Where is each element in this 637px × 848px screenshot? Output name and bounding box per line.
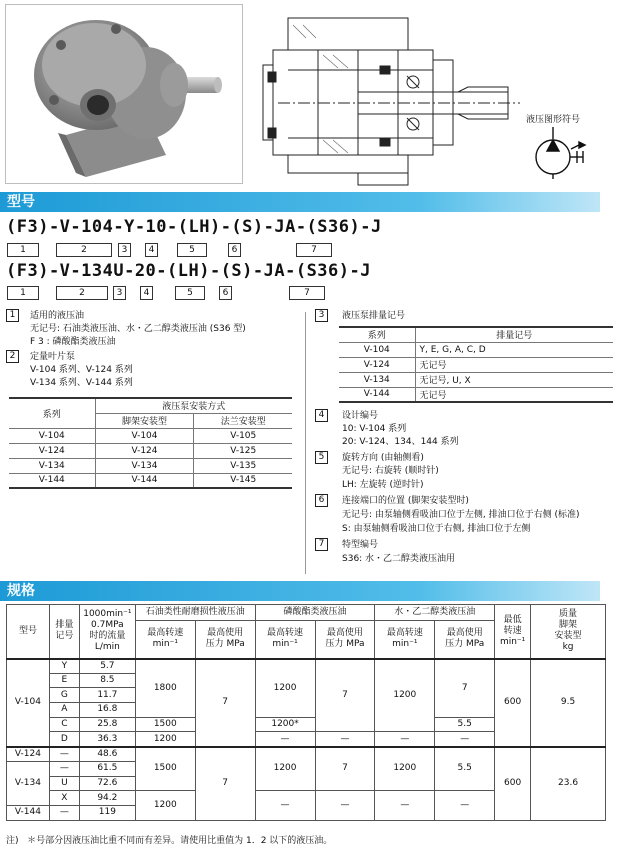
item-number-2: 2 xyxy=(6,350,19,363)
dash-cell: — xyxy=(255,791,315,820)
pump-photo xyxy=(5,4,243,184)
dash-cell: — xyxy=(315,791,375,820)
table-cell: V-104 xyxy=(95,428,194,443)
header-max-pressure: 最高使用 压力 MPa xyxy=(195,621,255,659)
code1-box-3: 3 xyxy=(118,243,131,257)
value-cell: 1500 xyxy=(135,717,195,732)
code-cell: E xyxy=(49,673,79,688)
model-cell: V-134 xyxy=(7,761,50,805)
mount-header-group: 液压泵安装方式 xyxy=(95,398,292,413)
dash-cell: — xyxy=(255,732,315,747)
value-cell: 1200 xyxy=(135,732,195,747)
mounting-type-table xyxy=(9,397,292,489)
header-max-speed: 最高转速 min⁻¹ xyxy=(255,621,315,659)
displacement-code-table xyxy=(339,326,613,403)
model-code-line-1: (F3)-V-104-Y-10-(LH)-(S)-JA-(S36)-J xyxy=(6,217,382,237)
item-1-line: F 3 : 磷酸酯类液压油 xyxy=(30,337,116,347)
flow-cell: 72.6 xyxy=(79,776,135,791)
item-4-line: 10: V-104 系列 xyxy=(342,424,407,434)
item-5-title: 旋转方向 (由轴侧看) xyxy=(342,453,424,463)
item-number-3: 3 xyxy=(315,309,328,322)
code-cell: Y xyxy=(49,659,79,674)
header-phosphate-oil: 磷酸酯类液压油 xyxy=(255,605,375,621)
table-cell: V-134 xyxy=(95,458,194,473)
item-number-4: 4 xyxy=(315,409,328,422)
item-5-line: 无记号: 右旋转 (顺时针) xyxy=(342,466,439,476)
column-divider xyxy=(305,312,306,574)
table-cell: V-104 xyxy=(9,428,95,443)
disp-header-code: 排量记号 xyxy=(415,327,613,342)
value-cell: 1200 xyxy=(375,747,435,791)
disp-header-series: 系列 xyxy=(339,327,415,342)
table-cell: V-125 xyxy=(194,443,292,458)
item-2-line: V-134 系列、V-144 系列 xyxy=(30,378,133,388)
table-cell: V-144 xyxy=(339,387,415,402)
table-cell: V-134 xyxy=(339,372,415,387)
code2-box-5: 5 xyxy=(175,286,205,300)
flow-cell: 36.3 xyxy=(79,732,135,747)
spec-section-title: 规格 xyxy=(0,581,600,601)
header-min-speed: 最低 转速 min⁻¹ xyxy=(495,605,531,659)
footnote: 注) ＊号部分因液压油比重不同而有差异。请使用比重值为 1．2 以下的液压油。 xyxy=(6,836,333,846)
flow-cell: 48.6 xyxy=(79,747,135,762)
dash-cell: — xyxy=(435,791,495,820)
item-1-line: 无记号: 石油类液压油、水・乙二醇类液压油 (S36 型) xyxy=(30,324,246,334)
code1-box-4: 4 xyxy=(145,243,158,257)
table-cell: V-124 xyxy=(9,443,95,458)
item-6-line: 无记号: 由泵轴侧看吸油口位于左侧, 排油口位于右侧 (标准) xyxy=(342,510,580,520)
mount-header-flange: 法兰安装型 xyxy=(194,413,292,428)
model-section-title: 型号 xyxy=(0,192,600,212)
table-cell: V-124 xyxy=(339,357,415,372)
table-cell: V-135 xyxy=(194,458,292,473)
value-cell: 5.5 xyxy=(435,717,495,732)
header-model: 型号 xyxy=(7,605,50,659)
code1-box-7: 7 xyxy=(296,243,332,257)
item-1-title: 适用的液压油 xyxy=(30,311,85,321)
value-cell: 1200 xyxy=(255,659,315,718)
flow-cell: 5.7 xyxy=(79,659,135,674)
code-cell: D xyxy=(49,732,79,747)
flow-cell: 119 xyxy=(79,805,135,820)
flow-cell: 94.2 xyxy=(79,791,135,806)
flow-cell: 25.8 xyxy=(79,717,135,732)
dash-cell: — xyxy=(375,732,435,747)
dash-cell: — xyxy=(315,732,375,747)
table-cell: V-144 xyxy=(95,473,194,488)
value-cell: 7 xyxy=(435,659,495,718)
specification-table xyxy=(6,604,606,821)
item-6-line: S: 由泵轴侧看吸油口位于右侧, 排油口位于左侧 xyxy=(342,524,531,534)
code-cell: C xyxy=(49,717,79,732)
mount-header-foot: 脚架安装型 xyxy=(95,413,194,428)
item-4-line: 20: V-124、134、144 系列 xyxy=(342,437,459,447)
code2-box-6: 6 xyxy=(219,286,232,300)
dash-cell: — xyxy=(375,791,435,820)
hydraulic-pump-symbol-icon xyxy=(533,127,595,179)
dash-cell: — xyxy=(435,732,495,747)
code1-box-1: 1 xyxy=(7,243,39,257)
code-cell: G xyxy=(49,688,79,703)
code2-box-4: 4 xyxy=(140,286,153,300)
code-cell: — xyxy=(49,805,79,820)
item-6-title: 连接端口的位置 (脚架安装型时) xyxy=(342,496,469,506)
pump-section-drawing xyxy=(258,10,523,188)
table-cell: V-124 xyxy=(95,443,194,458)
flow-cell: 16.8 xyxy=(79,703,135,718)
model-cell: V-104 xyxy=(7,659,50,747)
table-cell: V-145 xyxy=(194,473,292,488)
code2-box-3: 3 xyxy=(113,286,126,300)
code-cell: U xyxy=(49,776,79,791)
table-cell: 无记号 xyxy=(415,387,613,402)
item-5-line: LH: 左旋转 (逆时针) xyxy=(342,480,424,490)
item-number-7: 7 xyxy=(315,538,328,551)
value-cell: 600 xyxy=(495,747,531,820)
item-4-title: 设计编号 xyxy=(342,411,379,421)
item-7-title: 特型编号 xyxy=(342,540,379,550)
table-cell: V-134 xyxy=(9,458,95,473)
table-cell: Y, E, G, A, C, D xyxy=(415,342,613,357)
header-max-pressure: 最高使用 压力 MPa xyxy=(315,621,375,659)
value-cell: 1500 xyxy=(135,747,195,791)
table-cell: V-144 xyxy=(9,473,95,488)
table-cell: 无记号, U, X xyxy=(415,372,613,387)
value-cell: 9.5 xyxy=(531,659,606,747)
code1-box-6: 6 xyxy=(228,243,241,257)
item-number-5: 5 xyxy=(315,451,328,464)
code-cell: — xyxy=(49,761,79,776)
header-glycol-oil: 水・乙二醇类液压油 xyxy=(375,605,495,621)
header-displacement-code: 排量 记号 xyxy=(49,605,79,659)
header-mass: 质量 脚架 安装型 kg xyxy=(531,605,606,659)
code2-box-7: 7 xyxy=(289,286,325,300)
item-number-1: 1 xyxy=(6,309,19,322)
value-cell: 1200 xyxy=(135,791,195,820)
table-cell: V-105 xyxy=(194,428,292,443)
code1-box-2: 2 xyxy=(56,243,112,257)
code2-box-2: 2 xyxy=(56,286,108,300)
value-cell: 5.5 xyxy=(435,747,495,791)
value-cell: 7 xyxy=(195,659,255,747)
value-cell: 23.6 xyxy=(531,747,606,820)
value-cell: 1200 xyxy=(255,747,315,791)
header-flow: 1000min⁻¹ 0.7MPa 时的流量 L/min xyxy=(79,605,135,659)
value-cell: 1800 xyxy=(135,659,195,718)
model-code-line-2: (F3)-V-134U-20-(LH)-(S)-JA-(S36)-J xyxy=(6,261,371,281)
header-max-speed: 最高转速 min⁻¹ xyxy=(135,621,195,659)
value-cell: 7 xyxy=(315,659,375,732)
item-3-title: 液压泵排量记号 xyxy=(342,311,406,321)
value-cell: 600 xyxy=(495,659,531,747)
value-cell: 1200 xyxy=(375,659,435,732)
flow-cell: 11.7 xyxy=(79,688,135,703)
code2-box-1: 1 xyxy=(7,286,39,300)
code1-box-5: 5 xyxy=(177,243,207,257)
code-cell: X xyxy=(49,791,79,806)
header-max-pressure: 最高使用 压力 MPa xyxy=(435,621,495,659)
mount-header-series: 系列 xyxy=(9,398,95,428)
item-2-title: 定量叶片泵 xyxy=(30,352,76,362)
code-cell: — xyxy=(49,747,79,762)
item-7-line: S36: 水・乙二醇类液压油用 xyxy=(342,554,456,564)
table-cell: V-104 xyxy=(339,342,415,357)
value-cell: 7 xyxy=(315,747,375,791)
item-number-6: 6 xyxy=(315,494,328,507)
model-cell: V-124 xyxy=(7,747,50,762)
flow-cell: 61.5 xyxy=(79,761,135,776)
table-cell: 无记号 xyxy=(415,357,613,372)
item-2-line: V-104 系列、V-124 系列 xyxy=(30,365,133,375)
header-max-speed: 最高转速 min⁻¹ xyxy=(375,621,435,659)
model-cell: V-144 xyxy=(7,805,50,820)
flow-cell: 8.5 xyxy=(79,673,135,688)
code-cell: A xyxy=(49,703,79,718)
hydraulic-symbol-label: 液压图形符号 xyxy=(526,115,581,125)
value-cell: 1200* xyxy=(255,717,315,732)
header-mineral-oil: 石油类性耐磨损性液压油 xyxy=(135,605,255,621)
value-cell: 7 xyxy=(195,747,255,820)
